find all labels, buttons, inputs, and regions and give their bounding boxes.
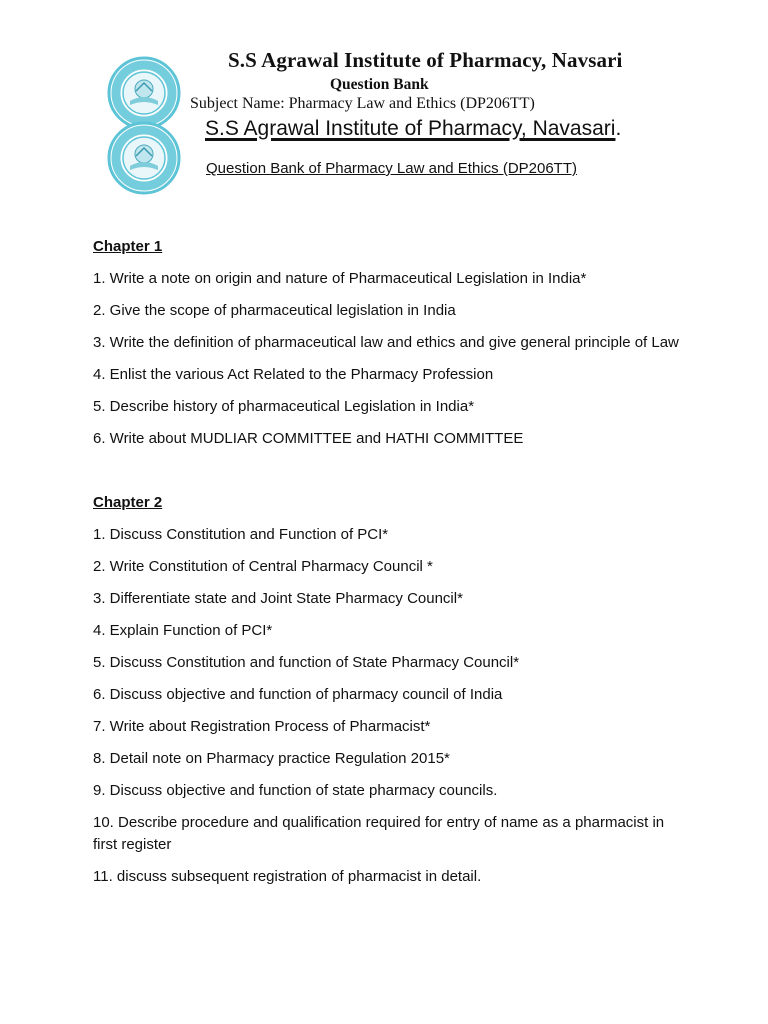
question-item: 5. Discuss Constitution and function of State Pharmacy Council* <box>93 654 520 671</box>
question-bank-line: Question Bank of Pharmacy Law and Ethics (DP206TT) <box>206 160 578 177</box>
question-item: 7. Write about Registration Process of Pharmacist* <box>93 718 431 735</box>
question-item: 1. Write a note on origin and nature of Pharmaceutical Legislation in India* <box>93 270 587 287</box>
institute-title: S.S Agrawal Institute of Pharmacy, Navsari <box>228 48 623 72</box>
question-list <box>93 236 683 898</box>
question-item: 5. Describe history of pharmaceutical Legislation in India* <box>93 398 475 415</box>
question-item: 8. Detail note on Pharmacy practice Regulation 2015* <box>93 750 450 767</box>
institute-title-alt <box>205 117 621 141</box>
question-item: 9. Discuss objective and function of state pharmacy councils. <box>93 782 498 799</box>
institute-title-alt-period: . <box>615 117 622 140</box>
question-item: 6. Discuss objective and function of pharmacy council of India <box>93 686 503 703</box>
question-item: 3. Write the definition of pharmaceutical law and ethics and give general principle of Law <box>93 334 679 351</box>
question-item: 4. Enlist the various Act Related to the Pharmacy Profession <box>93 366 494 383</box>
section-gap <box>93 460 683 492</box>
question-item: 10. Describe procedure and qualification required for entry of name as a pharmacist in first register <box>93 814 665 853</box>
question-item: 4. Explain Function of PCI* <box>93 622 273 639</box>
question-item: 11. discuss subsequent registration of pharmacist in detail. <box>93 868 482 885</box>
document-subtitle: Question Bank <box>330 76 429 93</box>
institute-title-alt-text: S.S Agrawal Institute of Pharmacy, Navasari <box>205 117 616 140</box>
chapter-heading: Chapter 1 <box>93 238 163 255</box>
question-item: 6. Write about MUDLIAR COMMITTEE and HATHI COMMITTEE <box>93 430 524 447</box>
subject-line: Subject Name: Pharmacy Law and Ethics (DP206TT) <box>190 95 535 112</box>
chapter-heading: Chapter 2 <box>93 494 163 511</box>
question-item: 2. Give the scope of pharmaceutical legislation in India <box>93 302 456 319</box>
question-item: 2. Write Constitution of Central Pharmacy Council * <box>93 558 433 575</box>
question-item: 1. Discuss Constitution and Function of PCI* <box>93 526 389 543</box>
question-item: 3. Differentiate state and Joint State Pharmacy Council* <box>93 590 463 607</box>
institute-seal-logo <box>106 120 182 196</box>
